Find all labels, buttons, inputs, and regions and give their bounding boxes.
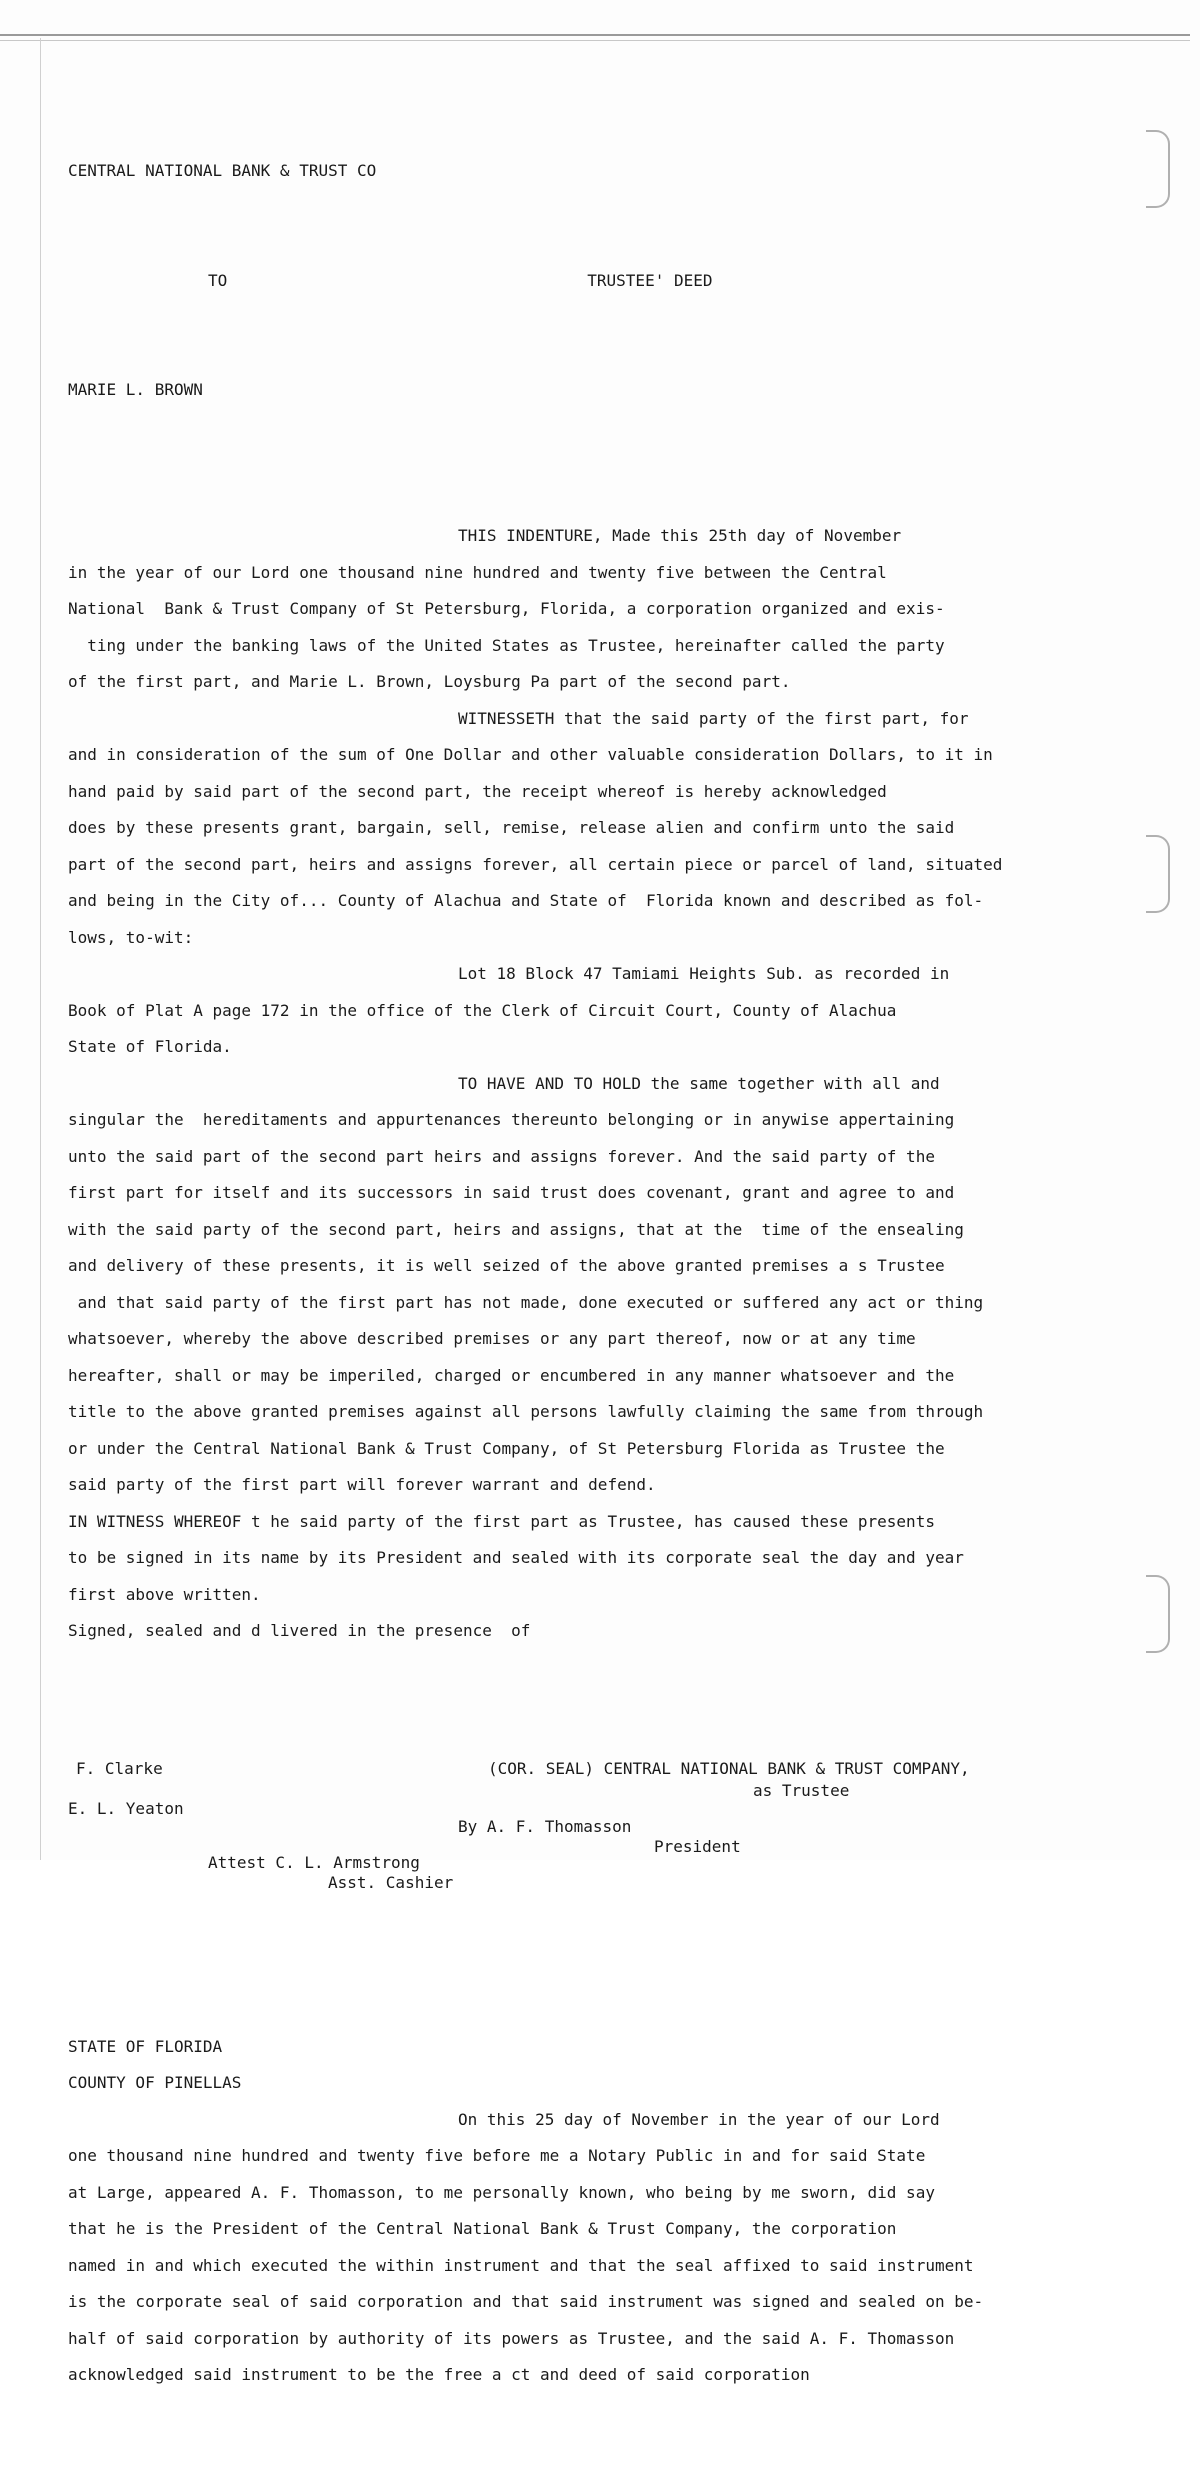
body-line: of the first part, and Marie L. Brown, Loysburg Pa part of the second part.: [68, 672, 791, 691]
body-line: THIS INDENTURE, Made this 25th day of November: [458, 526, 902, 545]
body-line: ting under the banking laws of the United States as Trustee, hereinafter called the party: [68, 635, 945, 655]
body-line: in the year of our Lord one thousand nine hundred and twenty five between the Central: [68, 562, 887, 582]
body-line: Lot 18 Block 47 Tamiami Heights Sub. as recorded in: [458, 964, 950, 983]
body-line: part of the second part, heirs and assigns forever, all certain piece or parcel of land, situated: [68, 854, 1003, 874]
body-line: National Bank & Trust Company of St Petersburg, Florida, a corporation organized and exis-: [68, 599, 945, 618]
body-line: and being in the City of... County of Alachua and State of Florida known and described as fol-: [68, 891, 984, 910]
witness-one: F. Clarke: [76, 1759, 163, 1778]
grantor-line: CENTRAL NATIONAL BANK & TRUST CO: [68, 161, 377, 180]
signed-by-line: By A. F. Thomasson: [458, 1817, 632, 1836]
body-line: State of Florida.: [68, 1037, 232, 1056]
signature-block: [68, 1759, 1068, 1919]
witness-two: E. L. Yeaton: [68, 1799, 184, 1818]
attest-line: Attest C. L. Armstrong: [208, 1853, 420, 1872]
grantee-line: MARIE L. BROWN: [68, 380, 203, 399]
ack-line: COUNTY OF PINELLAS: [68, 2073, 242, 2092]
top-border-rule: [0, 34, 1190, 41]
body-line: or under the Central National Bank & Trust Company, of St Petersburg Florida as Trustee the: [68, 1438, 945, 1458]
body-line: lows, to-wit:: [68, 927, 194, 947]
body-line: WITNESSETH that the said party of the first part, for: [458, 708, 969, 728]
ack-line: that he is the President of the Central National Bank & Trust Company, the corporation: [68, 2219, 897, 2238]
president-title: President: [654, 1837, 741, 1856]
binder-hole-middle: [1146, 835, 1170, 913]
ack-line: one thousand nine hundred and twenty five before me a Notary Public in and for said State: [68, 2146, 926, 2165]
ack-line: at Large, appeared A. F. Thomasson, to me personally known, who being by me sworn, did say: [68, 2182, 935, 2202]
as-trustee-line: as Trustee: [753, 1781, 850, 1800]
deed-text: [68, 80, 1068, 2467]
acknowledgment: [68, 2029, 1068, 2394]
body-line: hereafter, shall or may be imperiled, charged or encumbered in any manner whatsoever and the: [68, 1365, 955, 1385]
body-line: Signed, sealed and d livered in the presence of: [68, 1621, 531, 1640]
body-line: first part for itself and its successors in said trust does covenant, grant and agree to and: [68, 1183, 955, 1202]
ack-line: STATE OF FLORIDA: [68, 2036, 223, 2056]
ack-line: named in and which executed the within instrument and that the seal affixed to said instrument: [68, 2255, 974, 2275]
body-line: and in consideration of the sum of One Dollar and other valuable consideration Dollars, to it in: [68, 745, 993, 764]
body-line: with the said party of the second part, heirs and assigns, that at the time of the ensealing: [68, 1219, 964, 1239]
left-margin-rule: [40, 38, 41, 1860]
body-line: unto the said part of the second part heirs and assigns forever. And the said party of the: [68, 1146, 935, 1166]
body-line: and that said party of the first part has not made, done executed or suffered any act or thing: [68, 1292, 984, 1312]
ack-line: half of said corporation by authority of its powers as Trustee, and the said A. F. Thomasson: [68, 2328, 955, 2348]
body-line: IN WITNESS WHEREOF t he said party of the first part as Trustee, has caused these presents: [68, 1511, 935, 1531]
body-line: said party of the first part will forever warrant and defend.: [68, 1475, 656, 1494]
body-line: hand paid by said part of the second part, the receipt whereof is hereby acknowledged: [68, 781, 887, 801]
body-line: whatsoever, whereby the above described premises or any part thereof, now or at any time: [68, 1329, 916, 1348]
corporate-seal-line: (COR. SEAL) CENTRAL NATIONAL BANK & TRUST COMPANY,: [488, 1759, 970, 1778]
ack-line: acknowledged said instrument to be the free a ct and deed of said corporation: [68, 2365, 810, 2384]
body-line: title to the above granted premises against all persons lawfully claiming the same from through: [68, 1402, 984, 1421]
cashier-title: Asst. Cashier: [328, 1873, 454, 1892]
body-line: Book of Plat A page 172 in the office of the Clerk of Circuit Court, County of Alachua: [68, 1000, 897, 1020]
deed-body: [68, 518, 1068, 1650]
title-line: [68, 263, 1068, 300]
body-line: first above written.: [68, 1584, 261, 1604]
ack-line: On this 25 day of November in the year of our Lord: [458, 2109, 940, 2129]
ack-line: is the corporate seal of said corporation and that said instrument was signed and sealed on be-: [68, 2292, 984, 2311]
body-line: singular the hereditaments and appurtenances thereunto belonging or in anywise appertaining: [68, 1110, 955, 1129]
body-line: and delivery of these presents, it is well seized of the above granted premises a s Trustee: [68, 1256, 945, 1275]
binder-hole-top: [1146, 130, 1170, 208]
body-line: TO HAVE AND TO HOLD the same together with all and: [458, 1073, 940, 1093]
binder-hole-bottom: [1146, 1575, 1170, 1653]
to-label: TO: [208, 270, 228, 290]
body-line: to be signed in its name by its President and sealed with its corporate seal the day and year: [68, 1548, 964, 1567]
body-line: does by these presents grant, bargain, sell, remise, release alien and confirm unto the said: [68, 818, 955, 837]
deed-title: TRUSTEE' DEED: [587, 270, 713, 290]
